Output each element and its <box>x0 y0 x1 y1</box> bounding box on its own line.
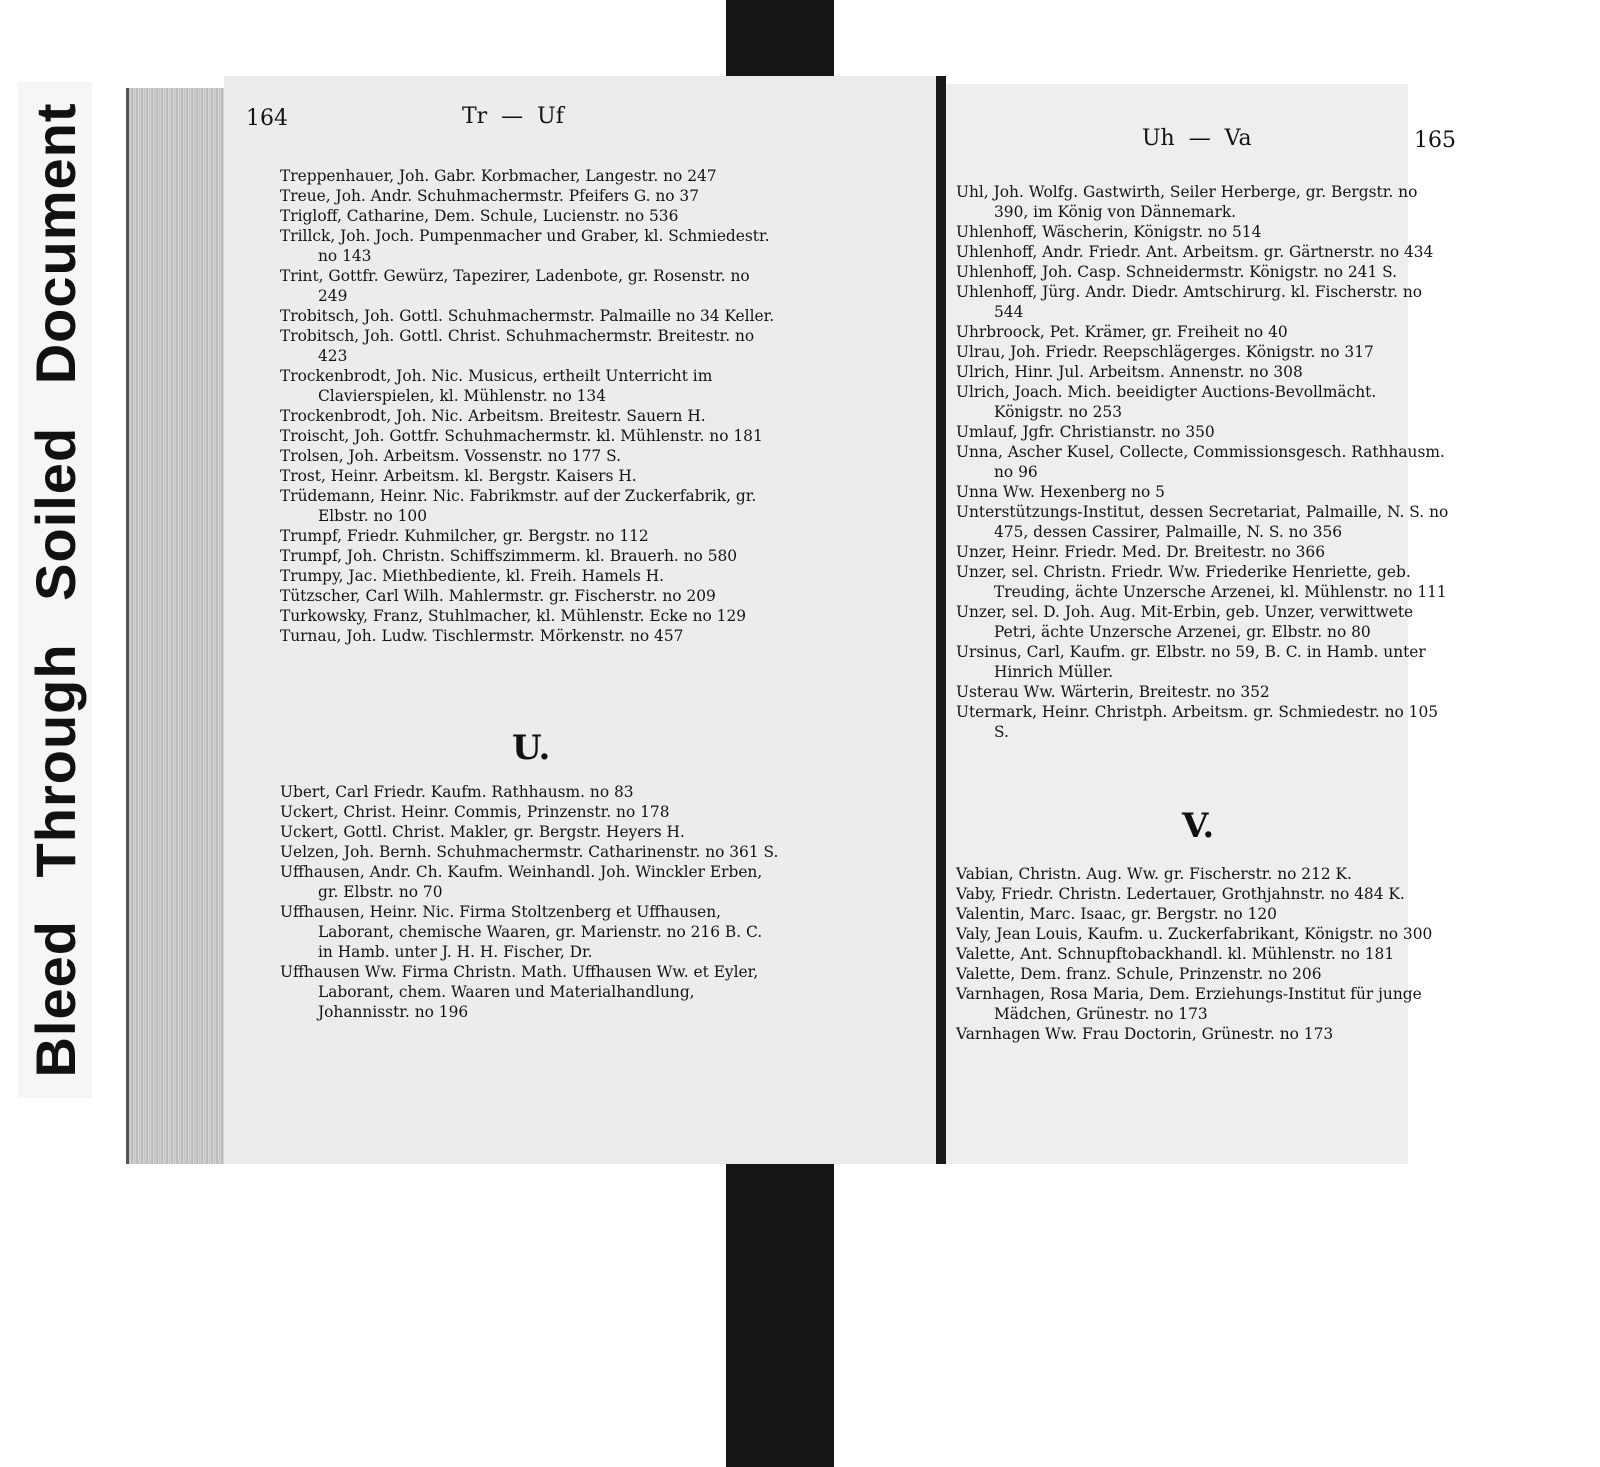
directory-entry: Trockenbrodt, Joh. Nic. Arbeitsm. Breitestr. Sauern H. <box>280 407 706 425</box>
right-page <box>946 84 1456 1164</box>
directory-entry: Uelzen, Joh. Bernh. Schuhmachermstr. Catharinenstr. no 361 S. <box>280 843 779 861</box>
directory-entry: Ulrau, Joh. Friedr. Reepschlägerges. Königstr. no 317 <box>956 343 1374 361</box>
directory-entry: Varnhagen Ww. Frau Doctorin, Grünestr. no 173 <box>956 1025 1334 1043</box>
directory-entry: Treppenhauer, Joh. Gabr. Korbmacher, Langestr. no 247 <box>280 167 717 185</box>
directory-entry: Ubert, Carl Friedr. Kaufm. Rathhausm. no 83 <box>280 783 634 801</box>
directory-entry: Uhlenhoff, Jürg. Andr. Diedr. Amtschirurg. kl. Fischerstr. no 544 <box>956 283 1422 321</box>
section-heading-u: U. <box>512 728 551 768</box>
directory-entry: Uckert, Gottl. Christ. Makler, gr. Bergstr. Heyers H. <box>280 823 685 841</box>
directory-entry: Unzer, Heinr. Friedr. Med. Dr. Breitestr. no 366 <box>956 543 1325 561</box>
directory-entry: Trumpf, Friedr. Kuhmilcher, gr. Bergstr. no 112 <box>280 527 649 545</box>
directory-entry: Ulrich, Joach. Mich. beeidigter Auctions-Bevollmächt. Königstr. no 253 <box>956 383 1377 421</box>
directory-entry: Uffhausen, Andr. Ch. Kaufm. Weinhandl. Joh. Winckler Erben, gr. Elbstr. no 70 <box>280 863 763 901</box>
directory-entry: Trumpf, Joh. Christn. Schiffszimmerm. kl. Brauerh. no 580 <box>280 547 738 565</box>
open-book <box>126 76 1456 1164</box>
directory-entry: Unterstützungs-Institut, dessen Secretariat, Palmaille, N. S. no 475, dessen Cassirer, Palmaille, N. S. no 356 <box>956 503 1449 541</box>
directory-entry: Vabian, Christn. Aug. Ww. gr. Fischerstr. no 212 K. <box>956 865 1352 883</box>
directory-entry: Unzer, sel. D. Joh. Aug. Mit-Erbin, geb. Unzer, verwittwete Petri, ächte Unzersche Arzenei, gr. Elbstr. no 80 <box>956 603 1414 641</box>
directory-entry: Vaby, Friedr. Christn. Ledertauer, Grothjahnstr. no 484 K. <box>956 885 1405 903</box>
directory-entry: Valette, Dem. franz. Schule, Prinzenstr. no 206 <box>956 965 1322 983</box>
directory-entry: Umlauf, Jgfr. Christianstr. no 350 <box>956 423 1215 441</box>
directory-entry: Trobitsch, Joh. Gottl. Christ. Schuhmachermstr. Breitestr. no 423 <box>280 327 755 365</box>
directory-entry: Uhlenhoff, Wäscherin, Königstr. no 514 <box>956 223 1262 241</box>
directory-entry: Valy, Jean Louis, Kaufm. u. Zuckerfabrikant, Königstr. no 300 <box>956 925 1433 943</box>
directory-entry: Turkowsky, Franz, Stuhlmacher, kl. Mühlenstr. Ecke no 129 <box>280 607 747 625</box>
left-entries-u <box>280 782 780 1022</box>
directory-entry: Troischt, Joh. Gottfr. Schuhmachermstr. kl. Mühlenstr. no 181 <box>280 427 763 445</box>
directory-entry: Ulrich, Hinr. Jul. Arbeitsm. Annenstr. no 308 <box>956 363 1303 381</box>
directory-entry: Tützscher, Carl Wilh. Mahlermstr. gr. Fischerstr. no 209 <box>280 587 716 605</box>
directory-entry: Trüdemann, Heinr. Nic. Fabrikmstr. auf der Zuckerfabrik, gr. Elbstr. no 100 <box>280 487 757 525</box>
directory-entry: Valentin, Marc. Isaac, gr. Bergstr. no 120 <box>956 905 1277 923</box>
left-page-number: 164 <box>246 106 288 131</box>
directory-entry: Unna, Ascher Kusel, Collecte, Commissionsgesch. Rathhausm. no 96 <box>956 443 1445 481</box>
directory-entry: Uhrbroock, Pet. Krämer, gr. Freiheit no 40 <box>956 323 1288 341</box>
left-page <box>224 76 936 1164</box>
right-entries-u <box>956 182 1450 742</box>
directory-entry: Treue, Joh. Andr. Schuhmachermstr. Pfeifers G. no 37 <box>280 187 700 205</box>
directory-entry: Usterau Ww. Wärterin, Breitestr. no 352 <box>956 683 1270 701</box>
directory-entry: Uhlenhoff, Andr. Friedr. Ant. Arbeitsm. gr. Gärtnerstr. no 434 <box>956 243 1434 261</box>
directory-entry: Varnhagen, Rosa Maria, Dem. Erziehungs-Institut für junge Mädchen, Grünestr. no 173 <box>956 985 1422 1023</box>
directory-entry: Turnau, Joh. Ludw. Tischlermstr. Mörkenstr. no 457 <box>280 627 684 645</box>
directory-entry: Trolsen, Joh. Arbeitsm. Vossenstr. no 177 S. <box>280 447 622 465</box>
directory-entry: Trillck, Joh. Joch. Pumpenmacher und Graber, kl. Schmiedestr. no 143 <box>280 227 770 265</box>
directory-entry: Trost, Heinr. Arbeitsm. kl. Bergstr. Kaisers H. <box>280 467 637 485</box>
directory-entry: Unna Ww. Hexenberg no 5 <box>956 483 1165 501</box>
directory-entry: Trigloff, Catharine, Dem. Schule, Lucienstr. no 536 <box>280 207 679 225</box>
directory-entry: Uffhausen Ww. Firma Christn. Math. Uffhausen Ww. et Eyler, Laborant, chem. Waaren und Materialhandlung, Johannisstr. no 196 <box>280 963 759 1021</box>
directory-entry: Trockenbrodt, Joh. Nic. Musicus, ertheilt Unterricht im Clavierspielen, kl. Mühlenstr. no 134 <box>280 367 713 405</box>
directory-entry: Utermark, Heinr. Christph. Arbeitsm. gr. Schmiedestr. no 105 S. <box>956 703 1439 741</box>
left-entries-tr <box>280 166 780 646</box>
right-page-number: 165 <box>1414 128 1456 153</box>
directory-entry: Uhlenhoff, Joh. Casp. Schneidermstr. Königstr. no 241 S. <box>956 263 1398 281</box>
directory-entry: Trobitsch, Joh. Gottl. Schuhmachermstr. Palmaille no 34 Keller. <box>280 307 775 325</box>
left-page-header-range: Tr — Uf <box>462 104 564 129</box>
directory-entry: Unzer, sel. Christn. Friedr. Ww. Friederike Henriette, geb. Treuding, ächte Unzersche Arzenei, kl. Mühlenstr. no 111 <box>956 563 1447 601</box>
directory-entry: Trumpy, Jac. Miethbediente, kl. Freih. Hamels H. <box>280 567 665 585</box>
directory-entry: Trint, Gottfr. Gewürz, Tapezirer, Ladenbote, gr. Rosenstr. no 249 <box>280 267 750 305</box>
directory-entry: Uffhausen, Heinr. Nic. Firma Stoltzenberg et Uffhausen, Laborant, chemische Waaren, gr. Marienstr. no 216 B. C. in Hamb. unter J. H. H. Fischer, Dr. <box>280 903 763 961</box>
side-label <box>18 82 92 1098</box>
page-edges <box>126 88 227 1164</box>
section-heading-v: V. <box>1182 806 1215 846</box>
directory-entry: Ursinus, Carl, Kaufm. gr. Elbstr. no 59, B. C. in Hamb. unter Hinrich Müller. <box>956 643 1426 681</box>
page-gutter <box>936 76 946 1164</box>
directory-entry: Valette, Ant. Schnupftobackhandl. kl. Mühlenstr. no 181 <box>956 945 1395 963</box>
directory-entry: Uhl, Joh. Wolfg. Gastwirth, Seiler Herberge, gr. Bergstr. no 390, im König von Dännemark. <box>956 183 1418 221</box>
right-entries-v <box>956 864 1450 1044</box>
right-page-header-range: Uh — Va <box>1142 126 1252 151</box>
directory-entry: Uckert, Christ. Heinr. Commis, Prinzenstr. no 178 <box>280 803 670 821</box>
side-label-text: Bleed Through Soiled Document <box>23 102 87 1078</box>
